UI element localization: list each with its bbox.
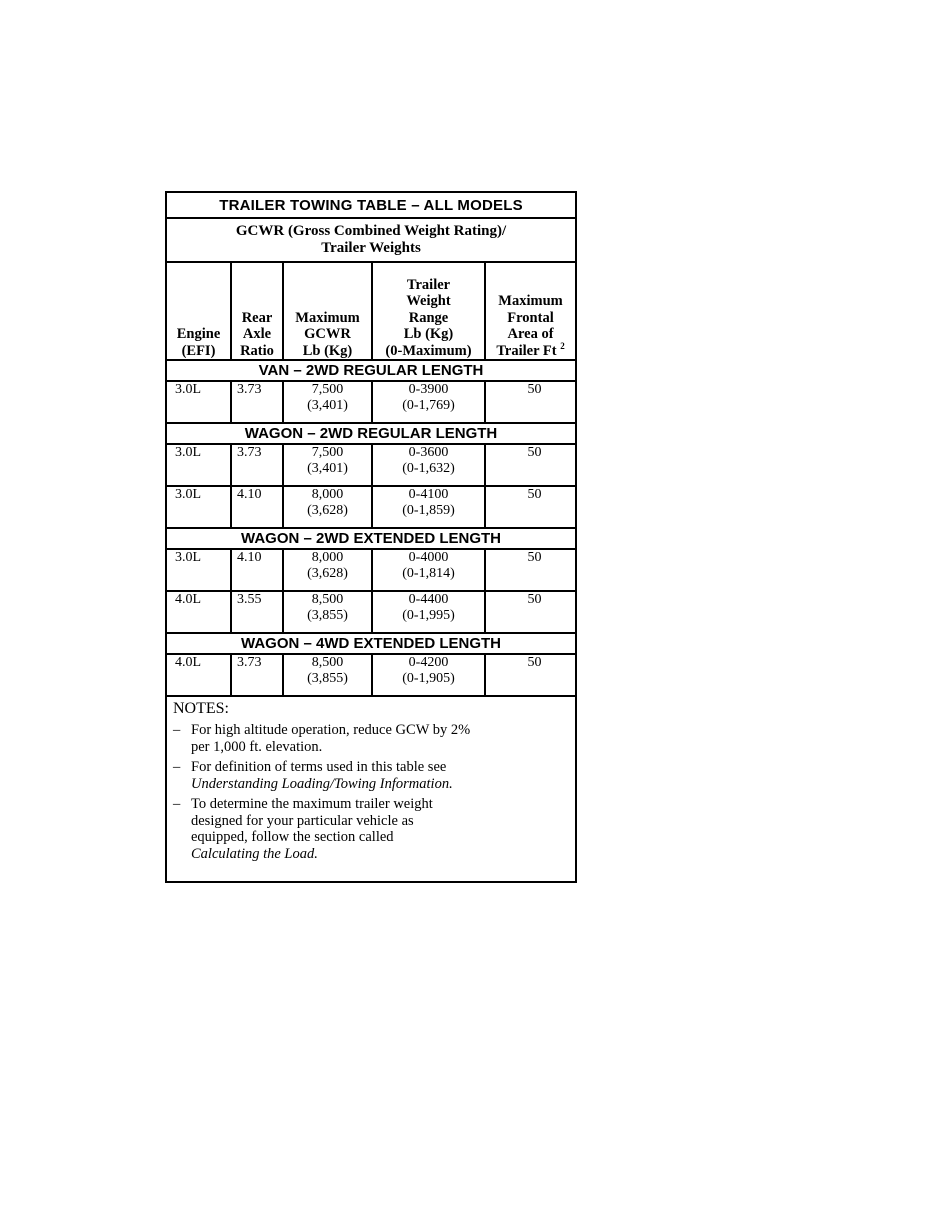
- cell-value: 50: [527, 655, 542, 670]
- subtitle-line: GCWR (Gross Combined Weight Rating)/: [235, 223, 507, 239]
- cell-value: 50: [527, 487, 542, 502]
- cell-value: 3.55: [237, 592, 262, 607]
- engine-cell: [167, 654, 231, 696]
- cell-value: 8,000: [311, 550, 344, 565]
- cell-value: 3.0L: [175, 382, 202, 397]
- notes-list: [173, 722, 567, 862]
- weight-range-cell: [372, 444, 485, 486]
- note-text: [191, 722, 567, 755]
- cell-value: (3,855): [307, 608, 348, 623]
- header-line: (0-Maximum): [385, 342, 472, 359]
- gcwr-cell: [283, 549, 372, 591]
- gcwr-cell: [283, 444, 372, 486]
- cell-value: 4.10: [237, 487, 262, 502]
- note-item: [173, 796, 567, 862]
- cell-value: 3.73: [237, 445, 262, 460]
- note-bullet: –: [173, 796, 181, 812]
- cell-value: 7,500: [311, 382, 344, 397]
- header-line: Lb (Kg): [302, 342, 353, 359]
- cell-value: 4.0L: [175, 655, 202, 670]
- cell-value: (3,401): [307, 461, 348, 476]
- axle-ratio-cell: [231, 381, 283, 423]
- header-line: Range: [408, 309, 449, 326]
- cell-value: (0-1,995): [402, 608, 455, 623]
- note-bullet: –: [173, 722, 181, 738]
- header-text: Trailer Ft: [496, 342, 557, 359]
- gcwr-cell: [283, 654, 372, 696]
- header-line: Lb (Kg): [403, 326, 454, 342]
- table-title: TRAILER TOWING TABLE – ALL MODELS: [167, 193, 575, 218]
- cell-value: 3.0L: [175, 445, 202, 460]
- frontal-area-cell: [485, 381, 575, 423]
- header-line: Ratio: [240, 342, 274, 359]
- note-line: For definition of terms used in this table see: [191, 759, 447, 775]
- cell-value: (0-1,905): [402, 671, 455, 686]
- table-row: [167, 381, 575, 423]
- towing-table-document: [165, 191, 577, 883]
- subtitle-line: Trailer Weights: [321, 240, 421, 256]
- weight-range-cell: [372, 486, 485, 528]
- gcwr-cell: [283, 486, 372, 528]
- cell-value: 0-3600: [408, 445, 449, 460]
- cell-value: 7,500: [311, 445, 344, 460]
- table-body: [167, 360, 575, 696]
- cell-value: 50: [527, 382, 542, 397]
- cell-value: (3,628): [307, 503, 348, 518]
- note-item: [173, 722, 567, 755]
- cell-value: 3.0L: [175, 487, 202, 502]
- weight-range-cell: [372, 591, 485, 633]
- engine-cell: [167, 549, 231, 591]
- header-line: Trailer: [406, 276, 451, 293]
- section-header: VAN – 2WD REGULAR LENGTH: [167, 360, 575, 381]
- table-row: [167, 486, 575, 528]
- cell-value: 8,500: [311, 655, 344, 670]
- frontal-area-cell: [485, 486, 575, 528]
- header-line: Maximum: [498, 293, 563, 309]
- notes-section: [167, 696, 575, 866]
- header-line: Maximum: [295, 309, 360, 326]
- section-header: WAGON – 2WD REGULAR LENGTH: [167, 423, 575, 444]
- section-header: WAGON – 4WD EXTENDED LENGTH: [167, 633, 575, 654]
- header-line: Frontal: [507, 309, 554, 326]
- col-header-axle: [231, 262, 283, 360]
- note-line: equipped, follow the section called: [191, 829, 394, 845]
- note-line: To determine the maximum trailer weight: [191, 796, 433, 812]
- cell-value: 4.0L: [175, 592, 202, 607]
- cell-value: 8,500: [311, 592, 344, 607]
- frontal-area-cell: [485, 549, 575, 591]
- gcwr-cell: [283, 381, 372, 423]
- note-text: [191, 796, 567, 862]
- engine-cell: [167, 591, 231, 633]
- cell-value: 0-4400: [408, 592, 449, 607]
- note-reference: Calculating the Load.: [191, 845, 318, 862]
- table-subtitle: [167, 218, 575, 262]
- header-line: Area of: [507, 326, 554, 342]
- frontal-area-cell: [485, 444, 575, 486]
- note-line: designed for your particular vehicle as: [191, 812, 414, 829]
- table-row: [167, 591, 575, 633]
- col-header-frontal: [485, 262, 575, 360]
- table-row: [167, 654, 575, 696]
- weight-range-cell: [372, 381, 485, 423]
- cell-value: (3,401): [307, 398, 348, 413]
- engine-cell: [167, 486, 231, 528]
- engine-cell: [167, 381, 231, 423]
- towing-table: [167, 193, 575, 866]
- cell-value: 3.73: [237, 382, 262, 397]
- note-item: [173, 759, 567, 792]
- frontal-area-cell: [485, 654, 575, 696]
- header-line: GCWR: [304, 326, 351, 342]
- cell-value: (0-1,859): [402, 503, 455, 518]
- weight-range-cell: [372, 654, 485, 696]
- cell-value: 50: [527, 592, 542, 607]
- header-line: Axle: [242, 326, 272, 342]
- cell-value: (3,628): [307, 566, 348, 581]
- axle-ratio-cell: [231, 549, 283, 591]
- header-line: [486, 340, 575, 360]
- engine-cell: [167, 444, 231, 486]
- note-reference: Understanding Loading/Towing Information.: [191, 775, 453, 792]
- note-text: [191, 759, 567, 792]
- header-line: Engine: [176, 326, 221, 342]
- cell-value: 0-4100: [408, 487, 449, 502]
- note-bullet: –: [173, 759, 181, 775]
- frontal-area-cell: [485, 591, 575, 633]
- col-header-gcwr: [283, 262, 372, 360]
- cell-value: (0-1,814): [402, 566, 455, 581]
- cell-value: (0-1,769): [402, 398, 455, 413]
- col-header-range: [372, 262, 485, 360]
- cell-value: 0-3900: [408, 382, 449, 397]
- cell-value: (3,855): [307, 671, 348, 686]
- note-line: For high altitude operation, reduce GCW by 2%: [191, 722, 471, 738]
- cell-value: 3.73: [237, 655, 262, 670]
- header-line: (EFI): [181, 342, 216, 359]
- cell-value: 0-4000: [408, 550, 449, 565]
- axle-ratio-cell: [231, 591, 283, 633]
- header-line: Rear: [241, 309, 273, 326]
- notes-heading: NOTES:: [173, 700, 229, 717]
- cell-value: 50: [527, 550, 542, 565]
- axle-ratio-cell: [231, 486, 283, 528]
- gcwr-cell: [283, 591, 372, 633]
- cell-value: 4.10: [237, 550, 262, 565]
- cell-value: 0-4200: [408, 655, 449, 670]
- weight-range-cell: [372, 549, 485, 591]
- cell-value: 50: [527, 445, 542, 460]
- table-row: [167, 444, 575, 486]
- section-header: WAGON – 2WD EXTENDED LENGTH: [167, 528, 575, 549]
- axle-ratio-cell: [231, 654, 283, 696]
- axle-ratio-cell: [231, 444, 283, 486]
- table-row: [167, 549, 575, 591]
- header-line: Weight: [406, 293, 451, 309]
- note-line: per 1,000 ft. elevation.: [191, 738, 323, 755]
- col-header-engine: [167, 262, 231, 360]
- cell-value: 3.0L: [175, 550, 202, 565]
- cell-value: (0-1,632): [402, 461, 455, 476]
- footnote-marker: 2: [560, 340, 565, 351]
- cell-value: 8,000: [311, 487, 344, 502]
